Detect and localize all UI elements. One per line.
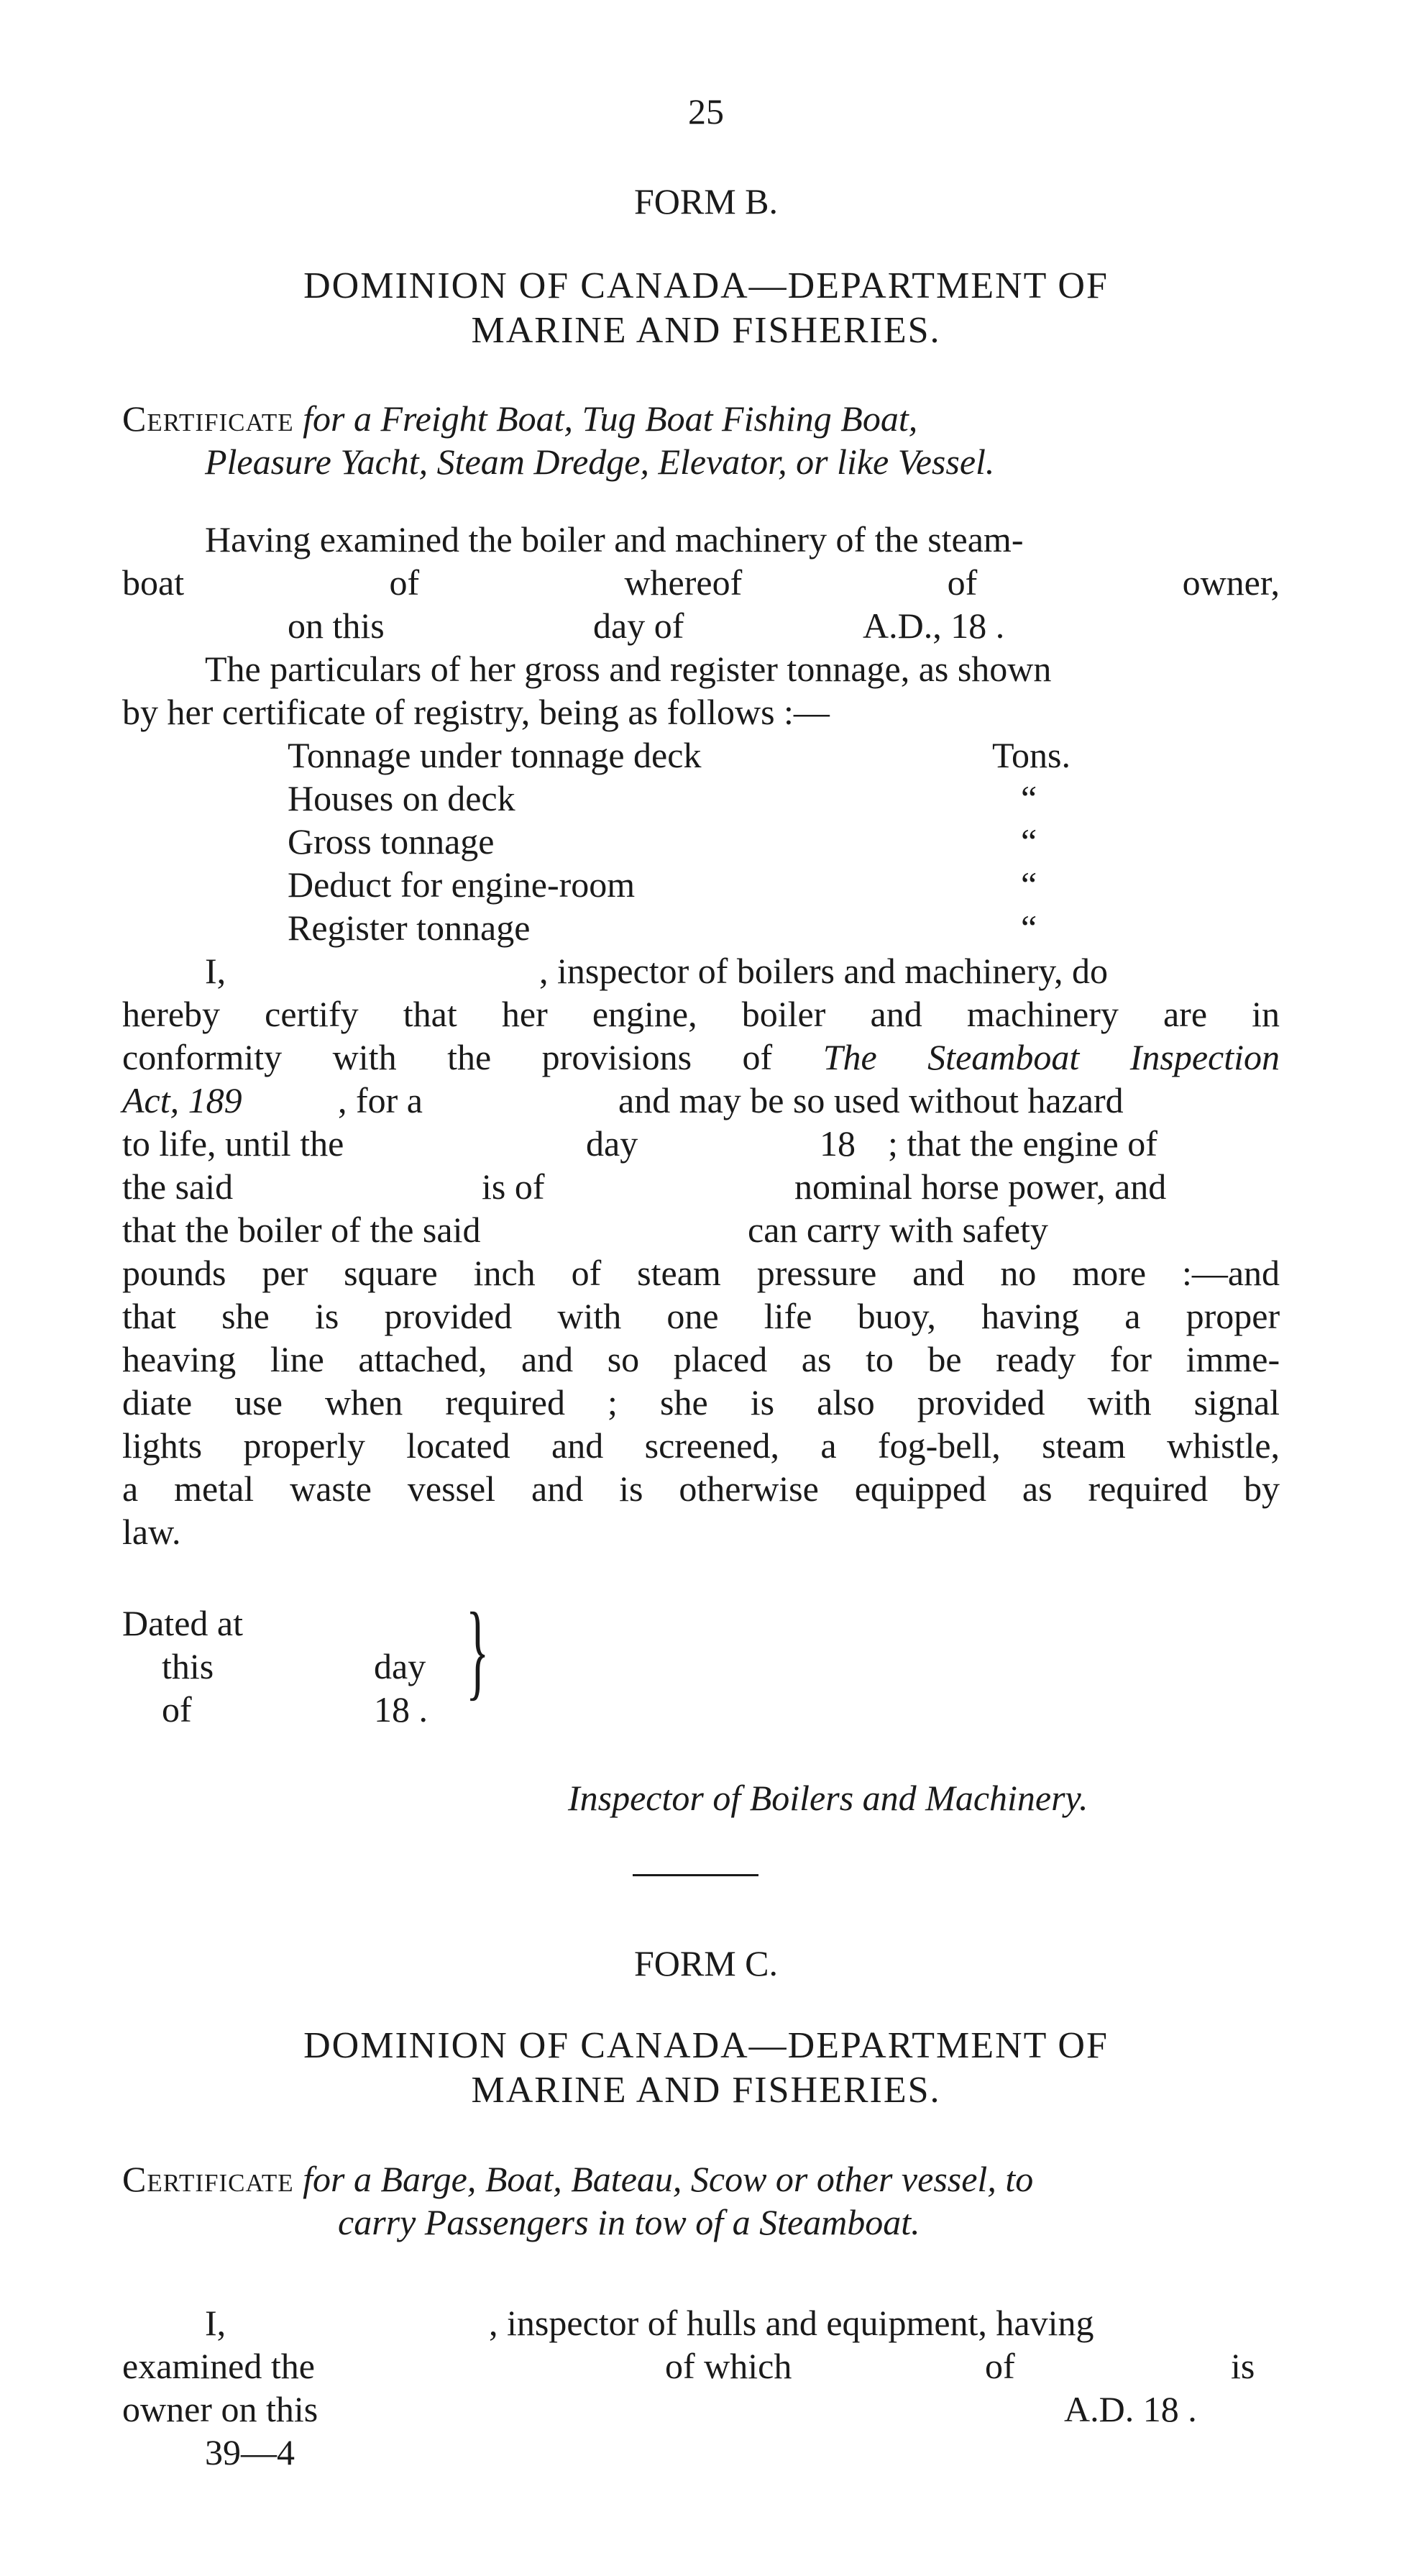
tonnage-row-label: Register tonnage xyxy=(288,908,531,948)
form-b-para1-line3-a: on this xyxy=(288,606,385,646)
form-c-title: FORM C. xyxy=(633,1943,779,1983)
form-b-para1-line3-c: A.D., 18 . xyxy=(863,606,1005,646)
form-b-para1-line2: boat of whereof of owner, xyxy=(122,562,1280,603)
text-line: to life, until the xyxy=(122,1123,344,1164)
inspector-signature-line: Inspector of Boilers and Machinery. xyxy=(568,1778,1088,1818)
form-b-para2-line1: The particulars of her gross and register tonnage, as shown xyxy=(205,649,1052,689)
form-b-certificate-line-2: Pleasure Yacht, Steam Dredge, Elevator, or like Vessel. xyxy=(205,442,995,482)
text-line: law. xyxy=(122,1512,181,1552)
tonnage-row-unit: “ xyxy=(1021,908,1037,948)
form-b-heading-1: DOMINION OF CANADA—DEPARTMENT OF xyxy=(303,265,1109,306)
text-line: that the boiler of the said xyxy=(122,1210,481,1250)
text-line: lights properly located and screened, a fog-bell, steam whistle, xyxy=(122,1425,1280,1466)
form-b-para1-line1: Having examined the boiler and machinery of the steam- xyxy=(205,519,1024,559)
tonnage-row-unit: “ xyxy=(1021,864,1037,905)
text-line: that she is provided with one life buoy, having a proper xyxy=(122,1296,1280,1336)
text-line: , for a xyxy=(338,1080,423,1120)
signature-mark: 39—4 xyxy=(205,2432,295,2472)
text-line: and may be so used without hazard xyxy=(618,1080,1124,1120)
text-line: A.D. 18 . xyxy=(1064,2389,1197,2429)
text-line: of which xyxy=(665,2346,792,2386)
tonnage-row-unit: “ xyxy=(1021,778,1037,818)
text-line: nominal horse power, and xyxy=(794,1166,1167,1207)
certificate-label: Certificate xyxy=(122,398,294,439)
text-line: diate use when required ; she is also provided with signal xyxy=(122,1382,1280,1422)
text-line: , inspector of hulls and equipment, having xyxy=(489,2303,1094,2343)
form-c-heading-1: DOMINION OF CANADA—DEPARTMENT OF xyxy=(303,2025,1109,2066)
form-c-certificate-line-1: Certificate for a Barge, Boat, Bateau, Scow or other vessel, to xyxy=(122,2159,1034,2199)
section-divider xyxy=(633,1874,758,1876)
tonnage-row-label: Houses on deck xyxy=(288,778,515,818)
text-line: I, xyxy=(205,2303,226,2343)
form-b-para2-line2: by her certificate of registry, being as follows :— xyxy=(122,692,830,732)
form-b-heading-2: MARINE AND FISHERIES. xyxy=(471,310,941,351)
text-line: the said xyxy=(122,1166,234,1207)
tonnage-row-unit: “ xyxy=(1021,821,1037,862)
text-line: heaving line attached, and so placed as to be ready for imme- xyxy=(122,1339,1280,1379)
text-line: ; that the engine of xyxy=(888,1123,1157,1164)
text-line: pounds per square inch of steam pressure and no more :—and xyxy=(122,1253,1280,1293)
dated-label: this xyxy=(162,1646,214,1686)
text-line: is xyxy=(1231,2346,1255,2386)
text-line: 18 xyxy=(820,1123,856,1164)
text-line: , inspector of boilers and machinery, do xyxy=(539,951,1108,991)
page-number: 25 xyxy=(688,91,724,132)
right-brace-icon: } xyxy=(466,1591,490,1710)
text-line: a metal waste vessel and is otherwise equipped as required by xyxy=(122,1469,1280,1509)
text-line: examined the xyxy=(122,2346,315,2386)
dated-label: 18 . xyxy=(374,1689,428,1730)
text-line: owner on this xyxy=(122,2389,318,2429)
form-b-para1-line3-b: day of xyxy=(593,606,684,646)
dated-label: Dated at xyxy=(122,1603,243,1643)
tonnage-row-unit: Tons. xyxy=(992,735,1071,775)
text-line: conformity with the provisions of The Steamboat Inspection xyxy=(122,1037,1280,1077)
dated-label: day xyxy=(374,1646,426,1686)
form-b-title: FORM B. xyxy=(633,181,779,221)
form-b-certificate-line-1: Certificate for a Freight Boat, Tug Boat Fishing Boat, xyxy=(122,398,918,439)
text-line: I, xyxy=(205,951,226,991)
certificate-label: Certificate xyxy=(122,2159,294,2199)
tonnage-row-label: Deduct for engine-room xyxy=(288,864,636,905)
text-line: Act, 189 xyxy=(122,1080,242,1120)
dated-label: of xyxy=(162,1689,192,1730)
form-c-heading-2: MARINE AND FISHERIES. xyxy=(471,2070,941,2111)
text-line: can carry with safety xyxy=(748,1210,1048,1250)
text-line: hereby certify that her engine, boiler and machinery are in xyxy=(122,994,1280,1034)
text-line: is of xyxy=(482,1166,545,1207)
tonnage-row-label: Gross tonnage xyxy=(288,821,495,862)
text-line: of xyxy=(985,2346,1015,2386)
tonnage-row-label: Tonnage under tonnage deck xyxy=(288,735,702,775)
text-line: day xyxy=(586,1123,638,1164)
form-c-certificate-line-2: carry Passengers in tow of a Steamboat. xyxy=(338,2202,920,2242)
